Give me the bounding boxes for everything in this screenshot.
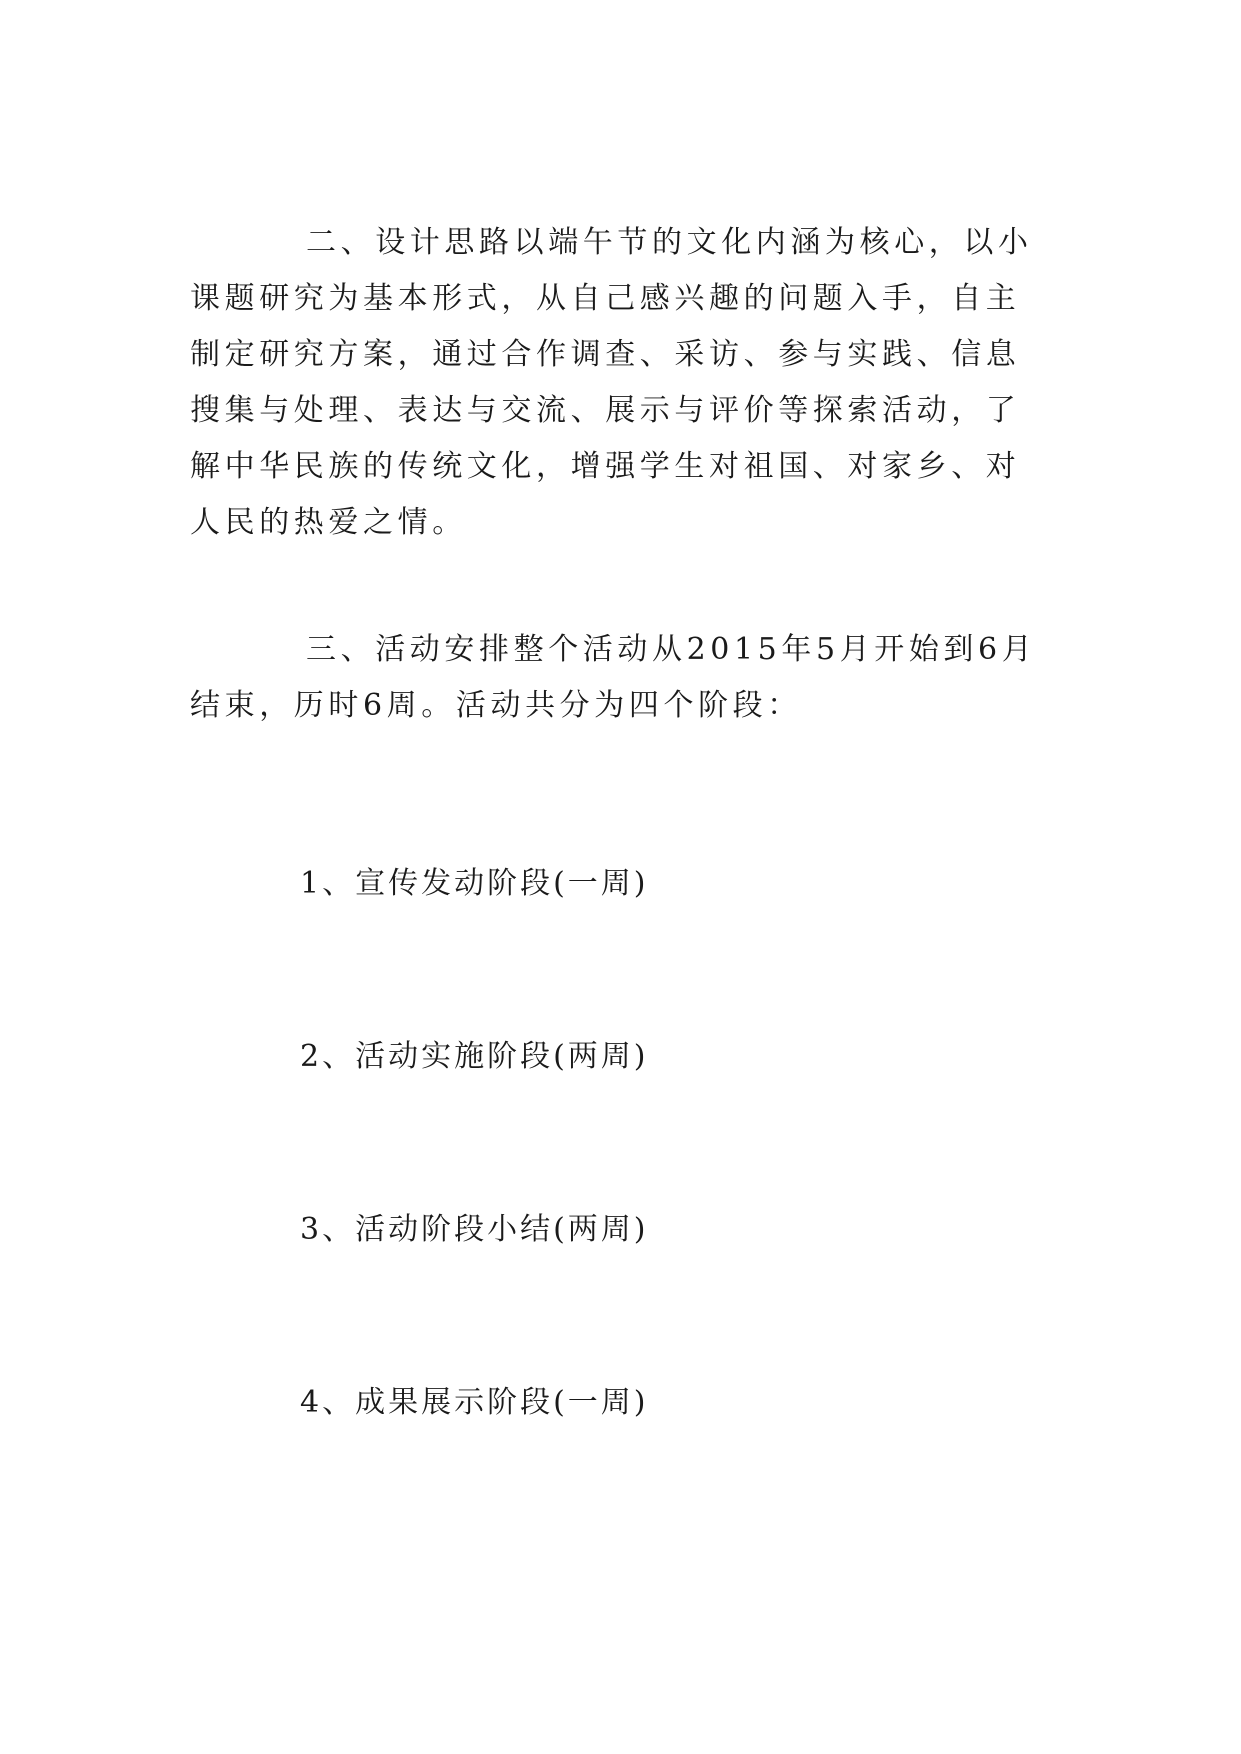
stage-item-publicity: 1、宣传发动阶段(一周) xyxy=(300,866,649,901)
stage-item-showcase: 4、成果展示阶段(一周) xyxy=(300,1385,649,1420)
paragraph-activity-schedule: 三、活动安排整个活动从2015年5月开始到6月结束，历时6周。活动共分为四个阶段： xyxy=(190,632,1037,723)
paragraph-design-approach: 二、设计思路以端午节的文化内涵为核心，以小课题研究为基本形式，从自己感兴趣的问题入手，自主制定研究方案，通过合作调查、采访、参与实践、信息搜集与处理、表达与交流、展示与评价等探索活动，了解中华民族的传统文化，增强学生对祖国、对家乡、对人民的热爱之情。 xyxy=(190,225,1033,540)
stage-item-summary: 3、活动阶段小结(两周) xyxy=(300,1212,649,1247)
stage-item-implementation: 2、活动实施阶段(两周) xyxy=(300,1039,649,1074)
